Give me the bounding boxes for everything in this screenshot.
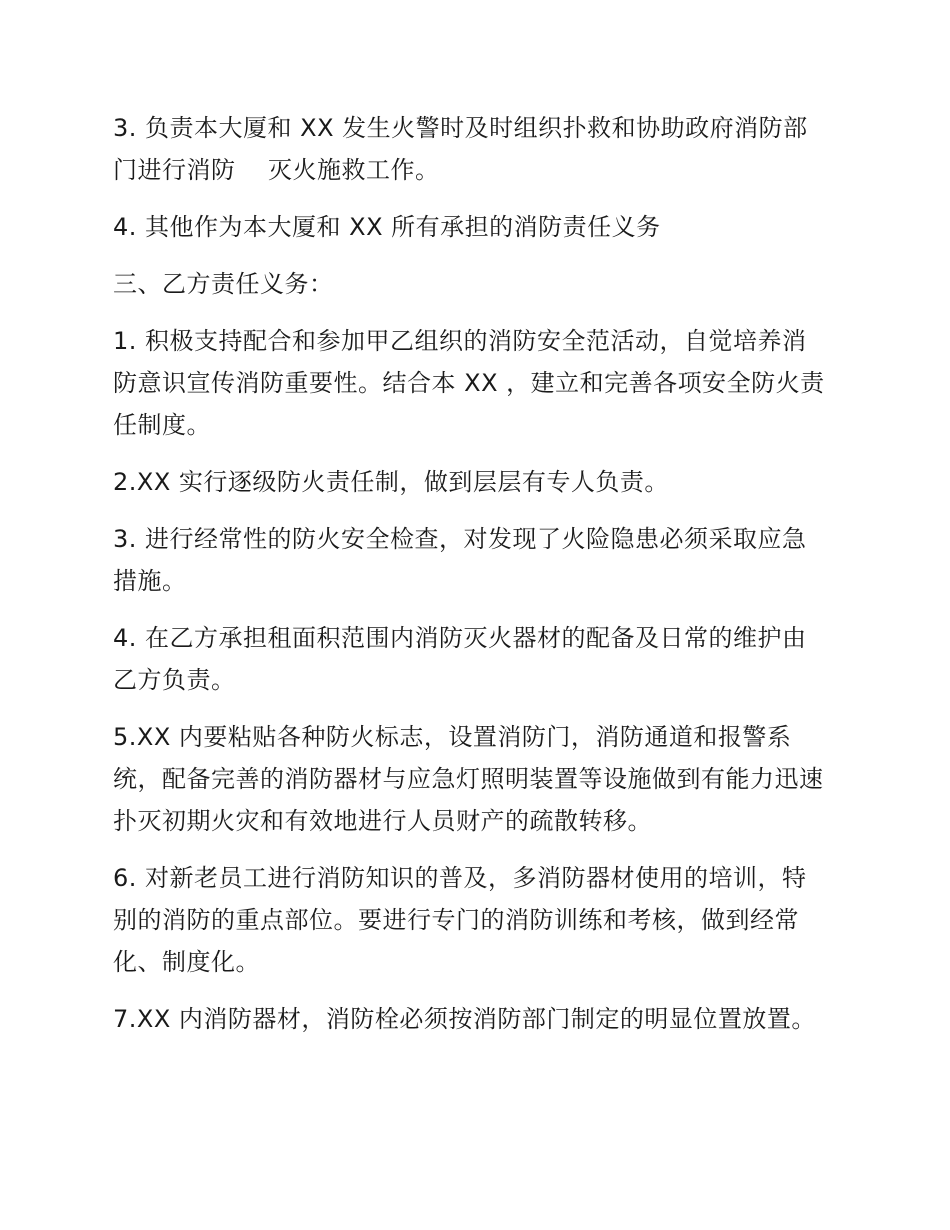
item-1-line-3: 任制度。 xyxy=(113,411,211,439)
paragraph-3-line-1: 3. 负责本大厦和 XX 发生火警时及时组织扑救和协助政府消防部 xyxy=(113,114,808,142)
item-3-line-2: 措施。 xyxy=(113,567,187,595)
item-1-line-2: 防意识宣传消防重要性。结合本 XX ，建立和完善各项安全防火责 xyxy=(113,369,825,397)
item-1-line-1: 1. 积极支持配合和参加甲乙组织的消防安全范活动，自觉培养消 xyxy=(113,327,807,355)
paragraph-3-line-2: 门进行消防 灭火施救工作。 xyxy=(113,156,440,184)
item-4-line-1: 4. 在乙方承担租面积范围内消防灭火器材的配备及日常的维护由 xyxy=(113,624,807,652)
item-6-line-1: 6. 对新老员工进行消防知识的普及，多消防器材使用的培训，特 xyxy=(113,864,807,892)
item-5-line-1: 5.XX 内要粘贴各种防火标志，设置消防门，消防通道和报警系 xyxy=(113,723,792,751)
item-6-line-2: 别的消防的重点部位。要进行专门的消防训练和考核，做到经常 xyxy=(113,906,799,934)
paragraph-4-line-1: 4. 其他作为本大厦和 XX 所有承担的消防责任义务 xyxy=(113,213,661,241)
section-heading: 三、乙方责任义务： xyxy=(113,270,334,298)
item-6-line-3: 化、制度化。 xyxy=(113,948,260,976)
item-2-line-1: 2.XX 实行逐级防火责任制，做到层层有专人负责。 xyxy=(113,468,669,496)
item-3-line-1: 3. 进行经常性的防火安全检查，对发现了火险隐患必须采取应急 xyxy=(113,525,807,553)
item-5-line-3: 扑灭初期火灾和有效地进行人员财产的疏散转移。 xyxy=(113,807,652,835)
item-7-line-1: 7.XX 内消防器材，消防栓必须按消防部门制定的明显位置放置。 xyxy=(113,1005,816,1033)
item-4-line-2: 乙方负责。 xyxy=(113,666,236,694)
item-5-line-2: 统，配备完善的消防器材与应急灯照明装置等设施做到有能力迅速 xyxy=(113,765,824,793)
